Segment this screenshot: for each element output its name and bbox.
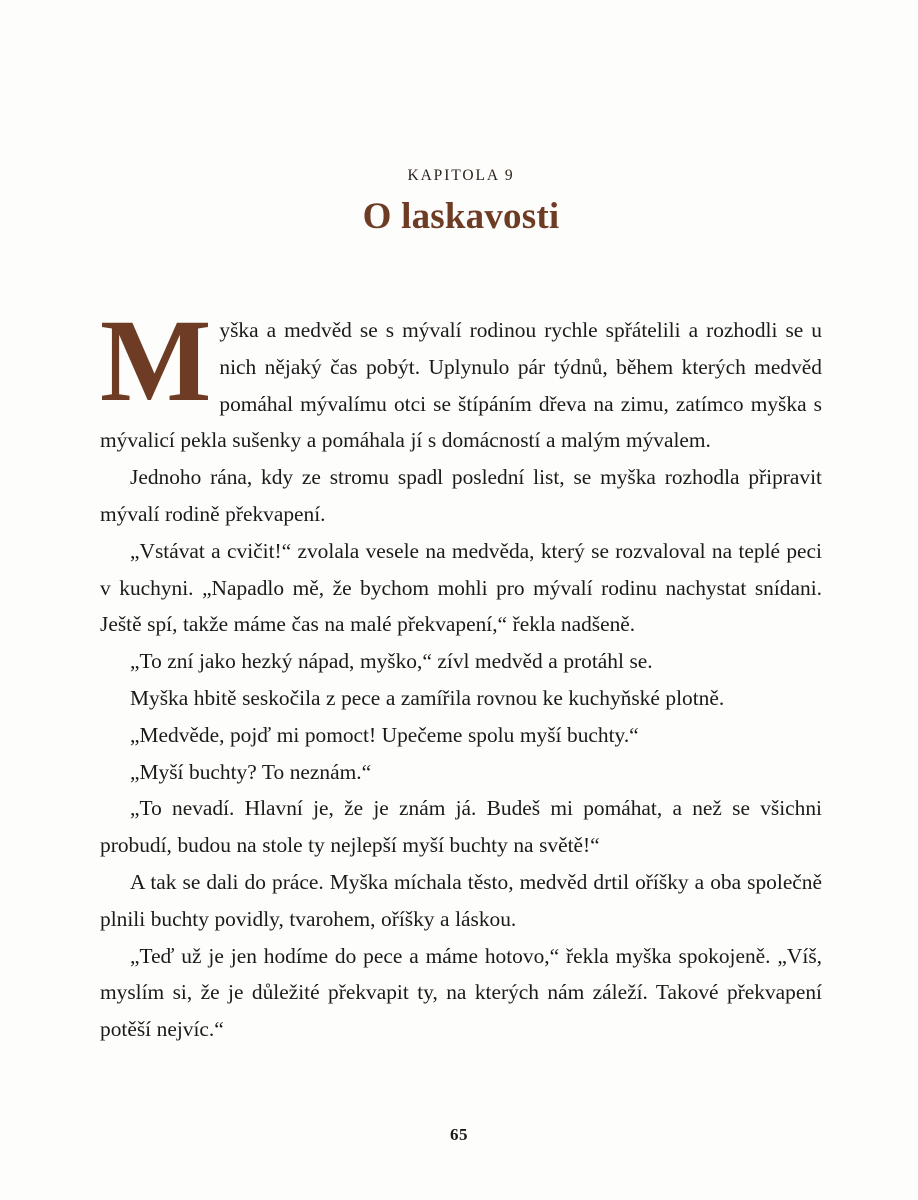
body-text xyxy=(100,295,822,1048)
chapter-header xyxy=(100,168,822,236)
paragraph: „Vstávat a cvičit!“ zvolala vesele na medvěda, který se rozvaloval na teplé peci v kuchyni. „Napadlo mě, že bychom mohli pro mývalí rodinu nachystat snídani. Ještě spí, takže máme čas na malé překvapení,“ řekla nadšeně. xyxy=(100,538,822,637)
paragraph: „Myší buchty? To neznám.“ xyxy=(130,759,372,784)
chapter-title: O laskavosti xyxy=(362,195,560,237)
paragraph: „Teď už je jen hodíme do pece a máme hotovo,“ řekla myška spokojeně. „Víš, myslím si, že je důležité překvapit ty, na kterých nám záleží. Takové překvapení potěší nejvíc.“ xyxy=(100,943,822,1042)
paragraph: Jednoho rána, kdy ze stromu spadl poslední list, se myška rozhodla připravit mývalí rodině překvapení. xyxy=(100,465,822,526)
chapter-number-label: KAPITOLA 9 xyxy=(407,167,515,184)
paragraph: A tak se dali do práce. Myška míchala těsto, medvěd drtil oříšky a oba společně plnili buchty povidly, tvarohem, oříšky a láskou. xyxy=(100,869,822,931)
paragraph: „Medvěde, pojď mi pomoct! Upečeme spolu myší buchty.“ xyxy=(130,722,639,747)
paragraph: „To nevadí. Hlavní je, že je znám já. Budeš mi pomáhat, a než se všichni probudí, budou na stole ty nejlepší myší buchty na světě!“ xyxy=(100,796,822,858)
paragraph: „To zní jako hezký nápad, myško,“ zívl medvěd a protáhl se. xyxy=(130,649,653,674)
paragraph: Myška a medvěd se s mývalí rodinou rychle spřátelili a rozhodli se u nich nějaký čas pobýt. Uplynulo pár týdnů, během kterých medvěd pomáhal mývalímu otci se štípáním dřeva na zimu, zatímco myška s mývalicí pekla sušenky a pomáhala jí s domácností a malým mývalem. xyxy=(100,295,822,453)
page-number: 65 xyxy=(450,1125,468,1144)
paragraph: Myška hbitě seskočila z pece a zamířila rovnou ke kuchyňské plotně. xyxy=(130,685,725,710)
